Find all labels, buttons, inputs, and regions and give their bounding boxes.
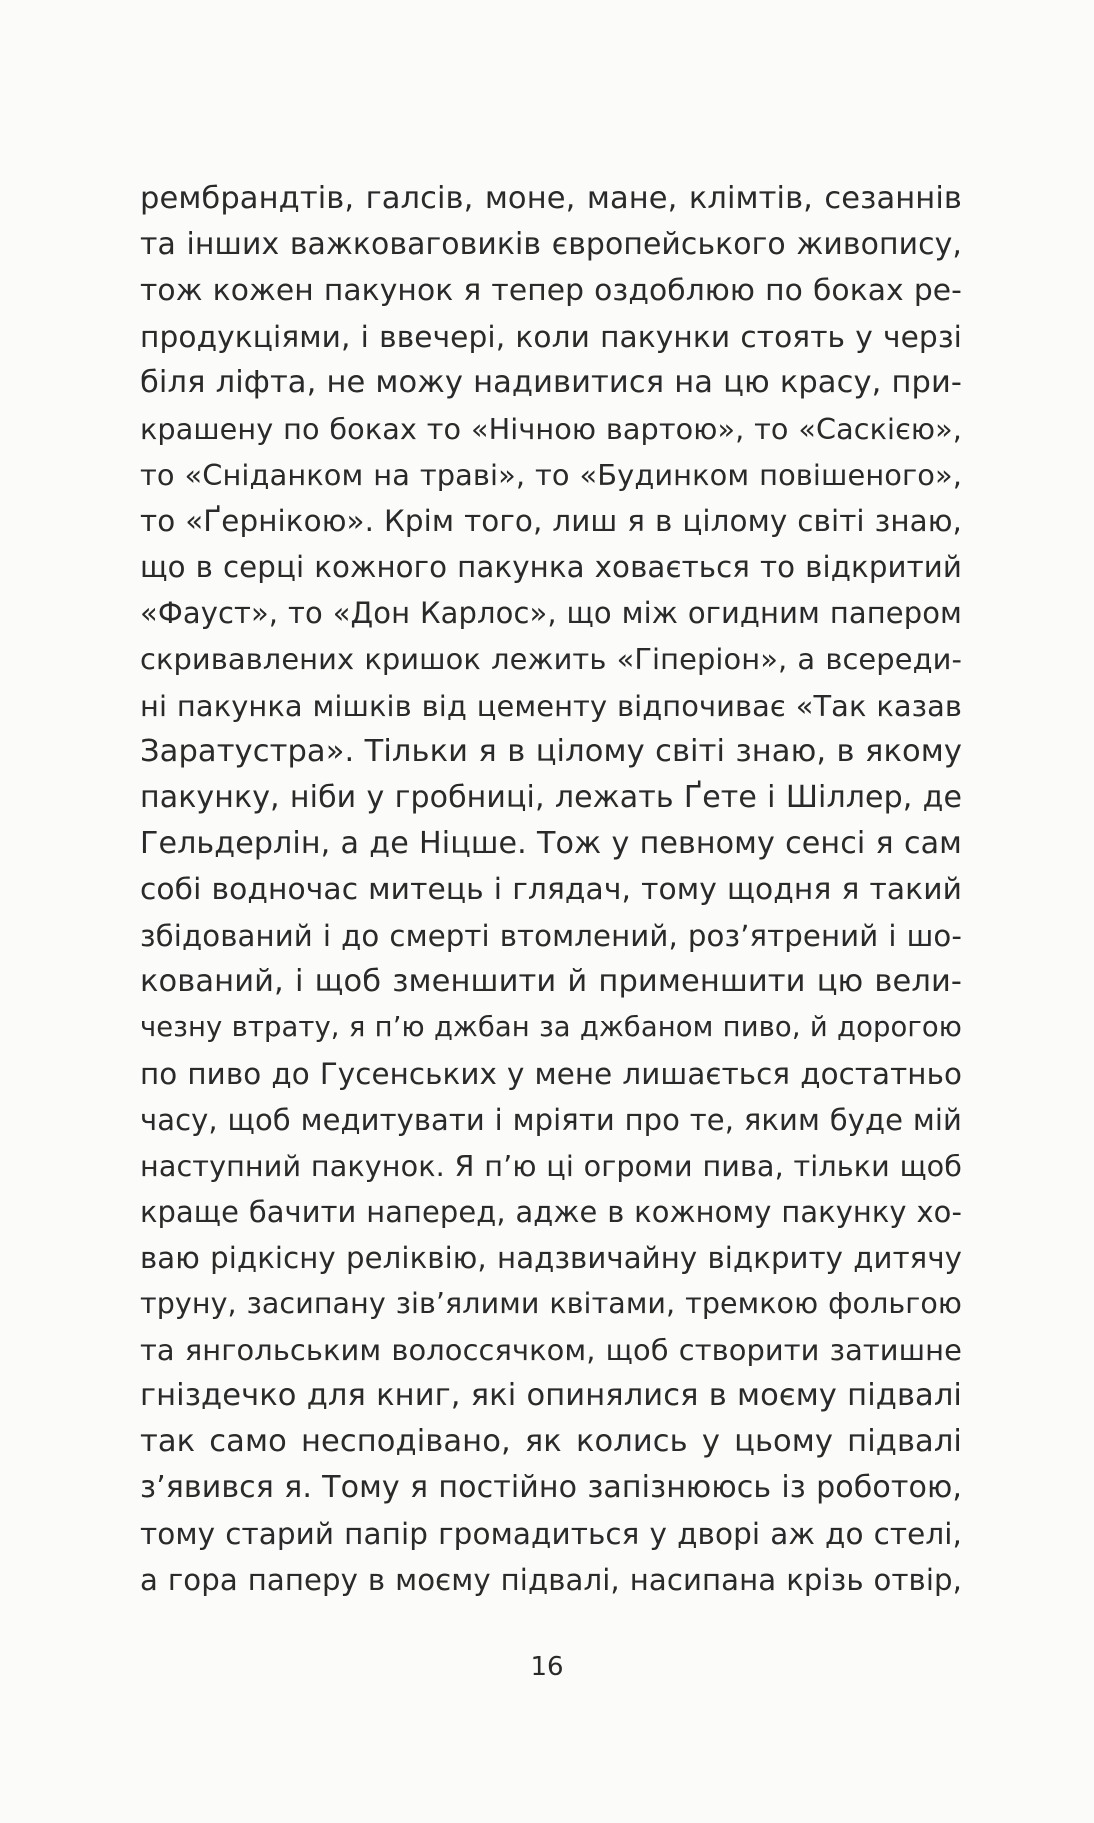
text-line: кований, і щоб зменшити й применшити цю вели- xyxy=(140,963,962,999)
text-line: Гельдерлін, а де Ніцше. Тож у певному сенсі я сам xyxy=(140,825,962,861)
text-line: тож кожен пакунок я тепер оздоблюю по боках ре- xyxy=(140,273,962,309)
text-line: то «Ґернікою». Крім того, лиш я в цілому світі знаю, xyxy=(140,504,962,539)
body-text xyxy=(140,176,962,1603)
text-line: збідований і до смерті втомлений, роз’ятрений і шо- xyxy=(140,918,962,953)
text-line: продукціями, і ввечері, коли пакунки стоять у черзі xyxy=(140,320,962,355)
text-line: то «Сніданком на траві», то «Будинком повішеного», xyxy=(140,458,962,493)
text-line: а гора паперу в моєму підвалі, насипана крізь отвір, xyxy=(140,1563,962,1598)
text-line: та інших важковаговиків європейського живопису, xyxy=(140,227,962,263)
text-line: часу, щоб медитувати і мріяти про те, яким буде мій xyxy=(140,1102,962,1137)
text-line: що в серці кожного пакунка ховається то відкритий xyxy=(140,550,962,585)
text-line: ваю рідкісну реліквію, надзвичайну відкриту дитячу xyxy=(140,1241,962,1276)
text-line: тому старий папір громадиться у дворі аж до стелі, xyxy=(140,1517,962,1552)
text-line: «Фауст», то «Дон Карлос», що між огидним папером xyxy=(140,596,962,631)
text-line: собі водночас митець і глядач, тому щодня я такий xyxy=(140,871,962,907)
text-line: з’явився я. Тому я постійно запізнююсь із роботою, xyxy=(140,1470,962,1506)
text-line: наступний пакунок. Я п’ю ці огроми пива, тільки щоб xyxy=(140,1148,962,1183)
text-line: Заратустра». Тільки я в цілому світі знаю, в якому xyxy=(140,733,962,769)
text-line: рембрандтів, галсів, моне, мане, клімтів, сезаннів xyxy=(140,181,962,216)
text-line: краще бачити наперед, адже в кожному пакунку хо- xyxy=(140,1195,962,1230)
page-number: 16 xyxy=(530,1652,564,1682)
text-line: та янгольським волоссячком, щоб створити затишне xyxy=(140,1333,962,1368)
text-line: ні пакунка мішків від цементу відпочиває «Так казав xyxy=(140,688,962,723)
text-line: так само несподівано, як колись у цьому підвалі xyxy=(140,1424,962,1460)
text-line: труну, засипану зів’ялими квітами, тремкою фольгою xyxy=(140,1287,962,1321)
text-line: пакунку, ніби у гробниці, лежать Ґете і Шіллер, де xyxy=(140,779,962,815)
text-line: скривавлених кришок лежить «Гіперіон», а всереди- xyxy=(140,642,962,677)
text-line: гніздечко для книг, які опинялися в моєму підвалі xyxy=(140,1378,962,1414)
text-line: біля ліфта, не можу надивитися на цю красу, при- xyxy=(140,365,962,401)
text-line: по пиво до Гусенських у мене лишається достатньо xyxy=(140,1056,962,1091)
text-line: крашену по боках то «Нічною вартою», то «Саскією», xyxy=(140,412,962,447)
text-line: чезну втрату, я п’ю джбан за джбаном пиво, й дорогою xyxy=(140,1011,962,1043)
